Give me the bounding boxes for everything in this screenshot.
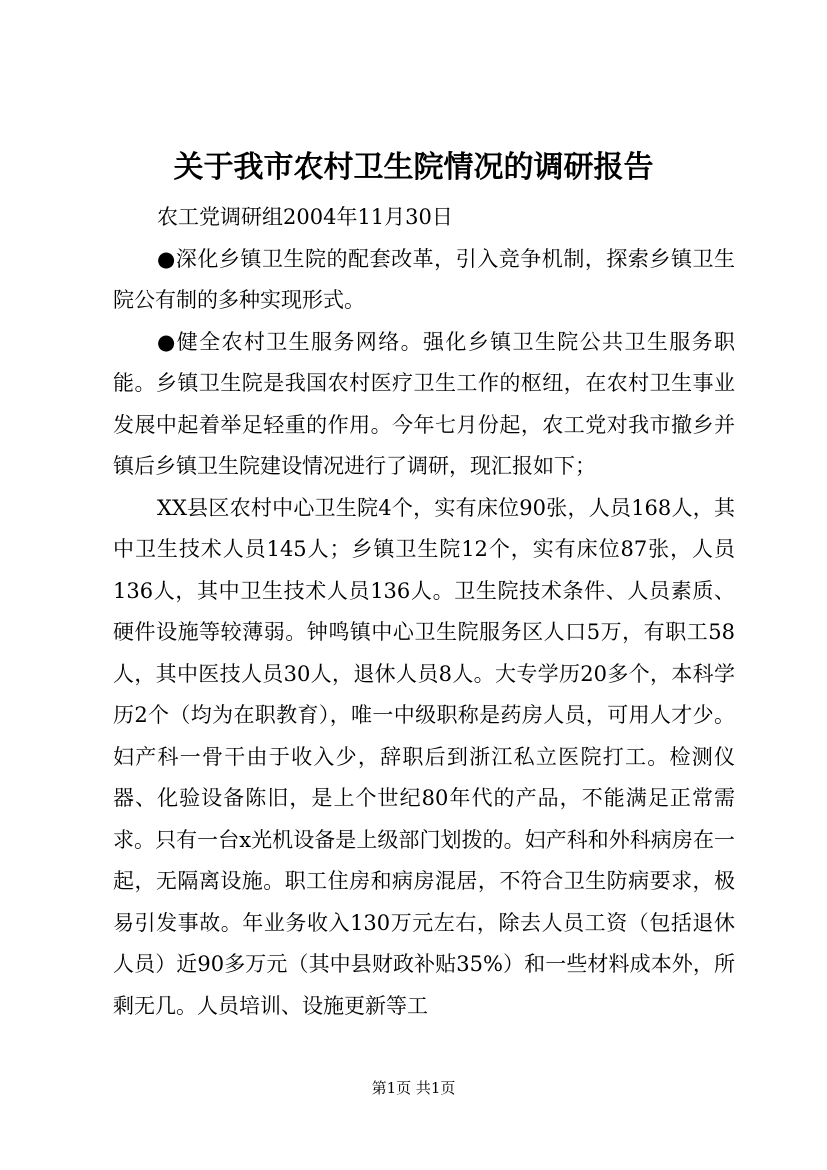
document-body	[113, 197, 735, 1027]
paragraph-1: ●深化乡镇卫生院的配套改革，引入竞争机制，探索乡镇卫生院公有制的多种实现形式。	[113, 246, 735, 312]
page-footer: 第1页 共1页	[371, 1079, 456, 1097]
document-title: 关于我市农村卫生院情况的调研报告	[173, 150, 654, 185]
paragraph-3: XX县区农村中心卫生院4个，实有床位90张，人员168人，其中卫生技术人员145人；乡镇卫生院12个，实有床位87张，人员136人，其中卫生技术人员136人。卫生院技术条件、人员素质、硬件设施等较薄弱。钟鸣镇中心卫生院服务区人口5万，有职工58人，其中医技人员30人，退休人员8人。大专学历20多个，本科学历2个（均为在职教育），唯一中级职称是药房人员，可用人才少。妇产科一骨干由于收入少，辞职后到浙江私立医院打工。检测仪器、化验设备陈旧，是上个世纪80年代的产品，不能满足正常需求。只有一台x光机设备是上级部门划拨的。妇产科和外科病房在一起，无隔离设施。职工住房和病房混居，不符合卫生防病要求，极易引发事故。年业务收入130万元左右，除去人员工资（包括退休人员）近90多万元（其中县财政补贴35%）和一些材料成本外，所剩无几。人员培训、设施更新等工	[113, 495, 735, 1018]
byline: 农工党调研组2004年11月30日	[157, 205, 453, 229]
paragraph-2: ●健全农村卫生服务网络。强化乡镇卫生院公共卫生服务职能。乡镇卫生院是我国农村医疗卫生工作的枢纽，在农村卫生事业发展中起着举足轻重的作用。今年七月份起，农工党对我市撤乡并镇后乡镇卫生院建设情况进行了调研，现汇报如下；	[113, 329, 735, 478]
